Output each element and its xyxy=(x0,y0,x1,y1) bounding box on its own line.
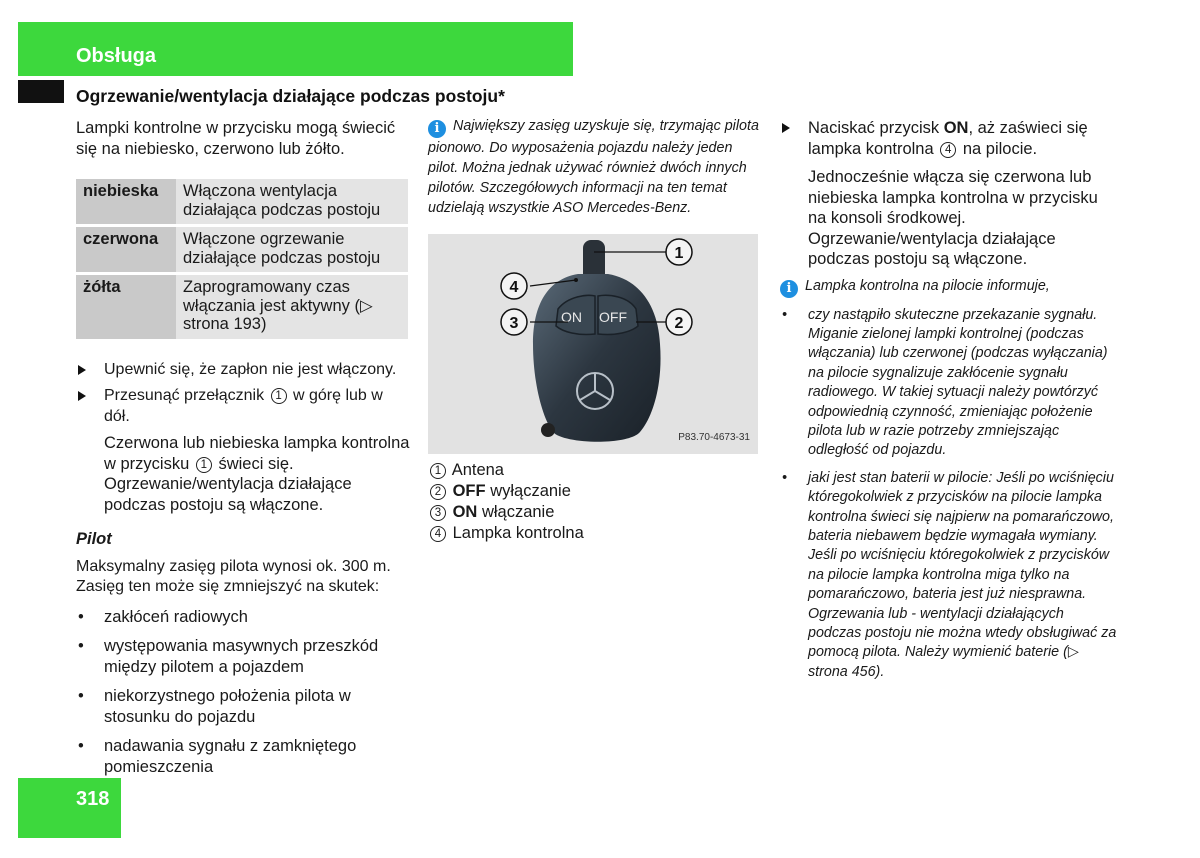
table-row xyxy=(76,179,408,226)
result-text: Czerwona lub niebieska lampka kontrolna w przycisku xyxy=(104,434,410,473)
list-item: • nadawania sygnału z zamkniętego pomieszczenia xyxy=(76,736,411,777)
legend-text: wyłączanie xyxy=(490,482,571,500)
callout-number: 2 xyxy=(430,484,446,500)
legend-item xyxy=(428,502,760,523)
on-label: ON xyxy=(561,309,582,325)
legend-item xyxy=(428,523,760,544)
step-result: Jednocześnie włącza się czerwona lub niebieska lampka kontrolna w przycisku na konsoli środkowej. Ogrzewanie/wentylacja działające podczas postoju są włączone. xyxy=(808,168,1098,268)
list-item: • występowania masywnych przeszkód między pilotem a pojazdem xyxy=(76,636,411,677)
step-ignition xyxy=(76,360,411,381)
legend-text: włączanie xyxy=(481,503,555,521)
list-item: • niekorzystnego położenia pilota w stosunku do pojazdu xyxy=(76,686,411,727)
remote-body xyxy=(533,274,661,442)
info-icon: i xyxy=(428,120,446,138)
step-text: na pilocie. xyxy=(962,139,1038,158)
result-text: świeci się. Ogrzewanie/wentylacja działające podczas postoju są włączone. xyxy=(104,454,352,514)
callout-1 xyxy=(666,239,692,265)
callout-number: 4 xyxy=(940,142,956,158)
info-icon: i xyxy=(780,280,798,298)
step-press-on xyxy=(780,118,1120,159)
legend-text: Antena xyxy=(451,461,504,479)
range-text: Maksymalny zasięg pilota wynosi ok. 300 m. Zasięg ten może się zmniejszyć na skutek: xyxy=(76,557,391,595)
step-text: Upewnić się, że zapłon nie jest włączony. xyxy=(104,360,397,378)
section-marker xyxy=(18,80,64,103)
note-text: Lampka kontrolna na pilocie informuje, xyxy=(805,277,1050,294)
table-value: Włączone ogrzewanie działające podczas postoju xyxy=(176,226,408,274)
step-bold: ON xyxy=(943,119,969,137)
note-text: Największy zasięg uzyskuje się, trzymając pilota pionowo. Do wyposażenia pojazdu należy jeden pilot. Można jednak używać również dwóch innych pilotów. Szczegółowych informacji na ten temat udzielają wszystkie ASO Mercedes-Benz. xyxy=(428,118,759,216)
lamp-color-table xyxy=(76,179,408,342)
pilot-heading: Pilot xyxy=(76,530,112,548)
step-switch xyxy=(76,386,411,427)
column-left xyxy=(76,118,411,777)
info-note xyxy=(428,116,760,218)
svg-text:3: 3 xyxy=(509,315,519,332)
column-right xyxy=(780,118,1120,682)
info-note xyxy=(780,276,1120,298)
step-text: , aż zaświeci się lampka kontrolna xyxy=(808,119,1088,158)
callout-number: 1 xyxy=(196,457,212,473)
svg-text:1: 1 xyxy=(674,245,684,262)
step-result xyxy=(76,433,411,515)
remote-control-illustration xyxy=(428,234,758,454)
figure-legend xyxy=(428,460,760,544)
page-number: 318 xyxy=(76,788,110,810)
table-key: czerwona xyxy=(76,226,176,274)
table-value: Zaprogramowany czas włączania jest aktywny (▷ strona 193) xyxy=(176,274,408,341)
legend-text: Lampka kontrolna xyxy=(452,524,584,542)
chapter-title: Obsługa xyxy=(76,45,157,67)
step-text: w górę lub w dół. xyxy=(104,387,383,425)
legend-bold: ON xyxy=(452,503,478,521)
list-item: • czy nastąpiło skuteczne przekazanie sygnału. Miganie zielonej lampki kontrolnej (podczas włączania) lub czerwonej (podczas wyłączania) na pilocie sygnalizuje zakłócenie sygnału radiowego. W takiej sytuacji należy powtórzyć odpowiednią czynność, zmieniając położenie pilota lub w razie potrzeby zmniejszając odległość od pojazdu. xyxy=(780,306,1120,461)
step-text: Przesunąć przełącznik xyxy=(104,387,265,404)
table-key: żółta xyxy=(76,274,176,341)
section-title: Ogrzewanie/wentylacja działające podczas postoju* xyxy=(76,86,505,106)
callout-2 xyxy=(666,309,692,335)
callout-4 xyxy=(501,273,527,299)
table-row xyxy=(76,226,408,274)
callout-number: 1 xyxy=(271,388,287,404)
legend-item xyxy=(428,460,760,481)
key-ring-shape xyxy=(541,423,555,437)
table-row xyxy=(76,274,408,341)
intro-text: Lampki kontrolne w przycisku mogą świecić się na niebiesko, czerwono lub żółto. xyxy=(76,119,396,158)
list-item: • zakłóceń radiowych xyxy=(76,607,411,628)
remote-control-figure xyxy=(428,234,758,454)
svg-text:2: 2 xyxy=(674,315,684,332)
figure-code: P83.70-4673-31 xyxy=(678,431,750,443)
legend-bold: OFF xyxy=(452,482,486,500)
legend-item xyxy=(428,481,760,502)
callout-number: 4 xyxy=(430,526,446,542)
list-item: • jaki jest stan baterii w pilocie: Jeśli po wciśnięciu któregokolwiek z przycisków na pilocie lampka kontrolna świeci się najpierw na pomarańczowo, bateria niebawem będzie wymagała wymiany. Jeśli po wciśnięciu któregokolwiek z przycisków na pilocie lampka kontrolna miga tylko na pomarańczowo, bateria jest już niesprawna. Ogrzewania lub - wentylacji działających podczas postoju nie można wtedy obsługiwać za pomocą pilota. Należy wymienić baterie (▷ strona 456). xyxy=(780,469,1120,682)
svg-text:4: 4 xyxy=(509,279,519,296)
step-text: Naciskać przycisk xyxy=(808,119,940,137)
table-key: niebieska xyxy=(76,179,176,226)
off-label: OFF xyxy=(599,309,627,325)
column-middle xyxy=(428,116,760,544)
callout-number: 1 xyxy=(430,463,446,479)
table-value: Włączona wentylacja działająca podczas postoju xyxy=(176,179,408,226)
callout-number: 3 xyxy=(430,505,446,521)
callout-3 xyxy=(501,309,527,335)
